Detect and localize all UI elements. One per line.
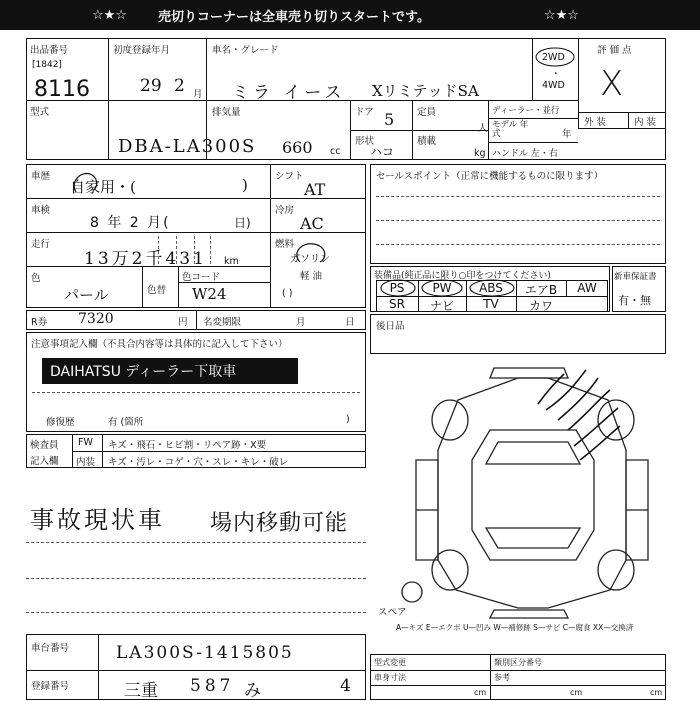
- equip-airbag: エアB: [524, 283, 558, 297]
- inspection-value: 8 年 2 月(: [90, 215, 171, 231]
- car-name: ミラ イース: [232, 83, 346, 103]
- note-accident: 事故現状車: [30, 506, 165, 534]
- footer-cm-3: cm: [650, 688, 663, 697]
- banner-stars-right: ☆★☆: [544, 7, 579, 23]
- equip-sr: SR: [389, 297, 405, 311]
- plate-number: 4: [340, 676, 351, 696]
- month-unit: 月: [296, 317, 306, 328]
- displacement-label: 排気量: [212, 107, 241, 118]
- model-year-label: モデル 年式: [492, 120, 529, 139]
- capacity-label: 定員: [417, 107, 437, 118]
- fw-label: FW: [78, 437, 93, 448]
- name-label: 車名・グレード: [212, 45, 279, 56]
- top-banner: [0, 0, 700, 30]
- fw-items: キズ・飛石・ヒビ割・リペア跡・X要: [108, 440, 267, 451]
- reg-label: 初度登録年月: [113, 45, 171, 56]
- damage-legend: A—キズ E—エクボ U—凹み W—補修跡 S—サビ C—腐食 XX—交換済: [396, 623, 634, 632]
- fuel-circle: [290, 240, 334, 264]
- footer-shape-change: 型式変更: [374, 658, 406, 667]
- equip-aw: AW: [577, 281, 597, 295]
- equip-pw: PW: [432, 281, 452, 295]
- equip-tv: TV: [483, 297, 499, 311]
- recycle-label: R券: [31, 317, 48, 328]
- inspection-day-unit: 日): [234, 216, 251, 230]
- fuel-value: ガソリン: [290, 254, 330, 265]
- equip-abs: ABS: [479, 281, 503, 295]
- footer-body-size: 車身寸法: [374, 673, 406, 682]
- model-label: 型式: [30, 107, 50, 118]
- dealer-label: ディーラー・並行: [492, 106, 560, 116]
- doors-value: 5: [384, 110, 395, 129]
- banner-stars-left: ☆★☆: [92, 7, 127, 23]
- handle-label: ハンドル 左・右: [492, 149, 558, 159]
- footer-class: 類別区分番号: [494, 658, 542, 667]
- notes-label: 注意事項記入欄（不具合内容等は具体的に記入して下さい）: [31, 339, 288, 350]
- equipment-label: 装備品(純正品に限り○印をつけてください): [374, 271, 551, 281]
- history-close: ): [242, 176, 248, 194]
- capacity-unit: 人: [478, 123, 488, 134]
- reg-month-unit: 月: [193, 89, 203, 100]
- fuel-paren: ( ): [282, 288, 293, 299]
- drive-4wd: 4WD: [542, 80, 565, 91]
- footer-cm-2: cm: [570, 688, 583, 697]
- recycle-unit: 円: [178, 317, 188, 328]
- shift-value: AT: [304, 180, 326, 199]
- note-movable: 場内移動可能: [210, 511, 349, 536]
- reg-year: 29: [140, 76, 162, 96]
- mileage-unit: km: [224, 256, 239, 267]
- lot-number: 8116: [34, 77, 90, 102]
- color-value: パール: [64, 286, 109, 304]
- chassis-label: 車台番号: [31, 643, 70, 654]
- in-label: 内装: [76, 457, 96, 468]
- equipment-row-2: [376, 297, 566, 314]
- mileage-label: 走行: [31, 239, 51, 250]
- exterior-label: 外 装: [584, 117, 607, 128]
- repair-label: 修復歴: [46, 417, 75, 428]
- ac-label: 冷房: [275, 205, 295, 216]
- doors-label: ドア: [355, 107, 374, 118]
- color-code-label: 色コード: [182, 272, 221, 283]
- recycle-value: 7320: [78, 311, 114, 327]
- color-change-label: 色替: [147, 285, 167, 296]
- shift-label: シフト: [275, 171, 304, 182]
- displacement-unit: cc: [330, 146, 341, 157]
- plate-region: 三重: [124, 681, 158, 701]
- inspector-label-2: 記入欄: [30, 456, 59, 467]
- footer-ref: 参考: [494, 673, 510, 682]
- rear-items-label: 後日品: [376, 321, 405, 332]
- inspector-label-1: 検査員: [30, 440, 59, 451]
- banner-title: 売切りコーナーは全車売り切りスタートです。: [158, 9, 430, 25]
- drive-dot: ・: [551, 69, 561, 80]
- rear-items-frame: [370, 314, 666, 354]
- reg-month: 2: [174, 76, 185, 96]
- plate-label: 登録番号: [31, 681, 70, 692]
- load-unit: kg: [474, 148, 486, 159]
- load-label: 積載: [417, 136, 437, 147]
- repair-value: 有 (箇所: [108, 417, 144, 428]
- fuel-label: 燃料: [275, 239, 295, 250]
- shape-value: ハコ: [370, 145, 395, 159]
- drive-2wd: 2WD: [542, 52, 565, 63]
- ac-value: AC: [300, 214, 324, 233]
- plate-kana: み: [244, 681, 261, 701]
- displacement-value: 660: [282, 138, 313, 157]
- name-change-label: 名変期限: [203, 317, 242, 328]
- model-year-unit: 年: [562, 129, 572, 140]
- model-value: DBA-LA300S: [118, 136, 257, 157]
- equip-leather: カワ: [528, 299, 553, 313]
- footer-cm-1: cm: [474, 688, 487, 697]
- in-items: キズ・汚レ・コゲ・穴・スレ・キレ・破レ: [108, 457, 289, 468]
- chassis-value: LA300S-1415805: [116, 643, 294, 663]
- history-value: 自家用・(: [70, 178, 136, 196]
- mileage-value: 13万2千431: [84, 249, 207, 269]
- color-label: 色: [31, 273, 41, 284]
- dealer-banner: DAIHATSU ディーラー下取車: [42, 358, 298, 384]
- history-label: 車歴: [31, 171, 51, 182]
- equip-ps: PS: [389, 281, 405, 295]
- plate-class: 587: [190, 676, 235, 696]
- sales-label: セールスポイント（正常に機能するものに限ります）: [376, 171, 604, 182]
- eval-label: 評 価 点: [597, 45, 632, 56]
- interior-label: 内 装: [634, 117, 657, 128]
- lot-sub: [1842]: [32, 60, 62, 70]
- repair-close: ): [346, 414, 350, 425]
- color-code-value: W24: [192, 285, 227, 303]
- history-circle: [68, 168, 104, 196]
- eval-value: X: [600, 64, 624, 104]
- inspection-label: 車検: [31, 205, 51, 216]
- car-diagram: [398, 360, 660, 624]
- new-car-label: 新車保証書: [614, 272, 657, 282]
- day-unit: 日: [345, 317, 355, 328]
- car-grade: XリミテッドSA: [372, 82, 479, 100]
- fuel-diesel: 軽 油: [300, 271, 323, 282]
- drive-2wd-circle: [534, 46, 576, 68]
- equip-navi: ナビ: [429, 299, 454, 313]
- shape-label: 形状: [355, 136, 375, 147]
- spare-label: スペア: [378, 607, 407, 618]
- lot-label: 出品番号: [30, 45, 69, 56]
- equipment-circles: [378, 278, 528, 298]
- new-car-value: 有・無: [618, 294, 651, 307]
